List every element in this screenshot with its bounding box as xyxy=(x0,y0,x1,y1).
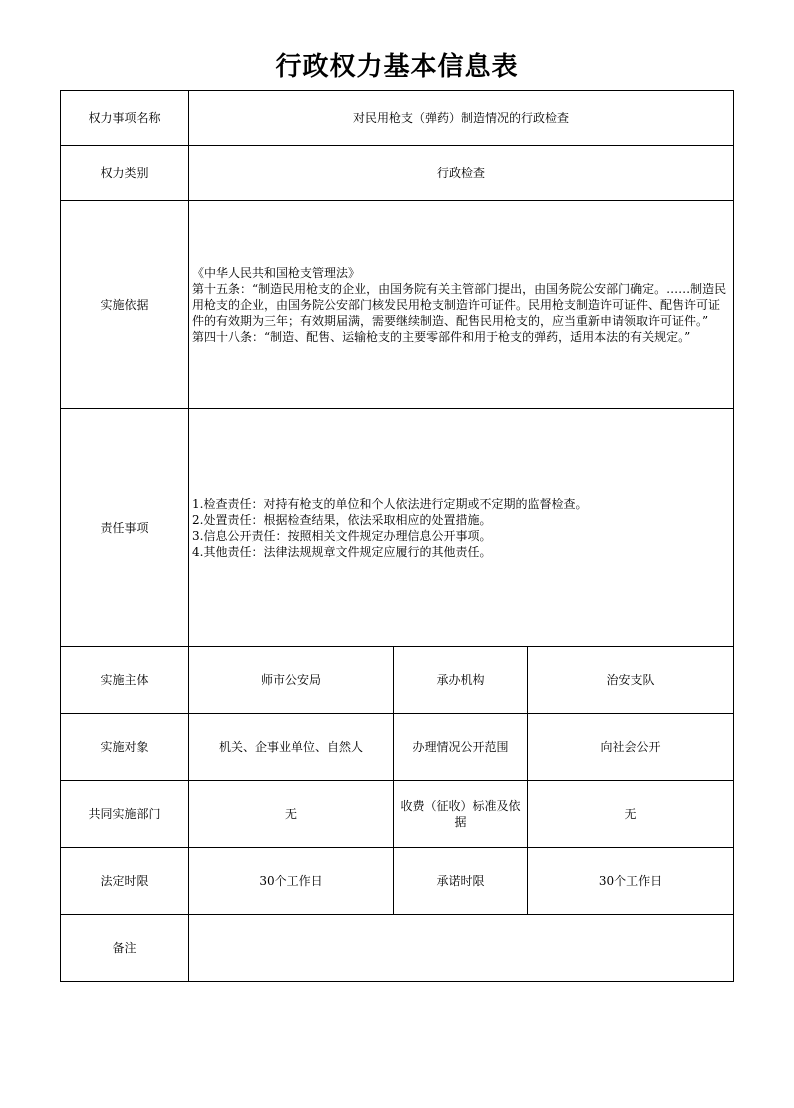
row-duties xyxy=(61,409,734,647)
promised-time-label: 承诺时限 xyxy=(394,848,528,915)
agency-value: 治安支队 xyxy=(528,647,734,714)
category-label: 权力类别 xyxy=(61,146,189,201)
legal-time-label: 法定时限 xyxy=(61,848,189,915)
duty-line: 1.检查责任：对持有枪支的单位和个人依法进行定期或不定期的监督检查。 xyxy=(192,496,588,511)
basis-line: 《中华人民共和国枪支管理法》 xyxy=(192,265,361,280)
page-title: 行政权力基本信息表 xyxy=(275,52,519,82)
row-dept xyxy=(61,781,734,848)
duty-line: 4.其他责任：法律法规规章文件规定应履行的其他责任。 xyxy=(192,544,492,559)
basis-line: 第四十八条：“制造、配售、运输枪支的主要零部件和用于枪支的弹药，适用本法的有关规定。” xyxy=(192,329,691,344)
duty-line: 3.信息公开责任：按照相关文件规定办理信息公开事项。 xyxy=(192,528,492,543)
basis-line: 第十五条：“制造民用枪支的企业，由国务院有关主管部门提出，由国务院公安部门确定。……制造民用枪支的企业，由国务院公安部门核发民用枪支制造许可证件。民用枪支制造许可证件、配售许可证件的有效期为三年；有效期届满，需要继续制造、配售民用枪支的，应当重新申请领取许可证件。” xyxy=(192,281,727,328)
info-table xyxy=(60,90,734,982)
subject-label: 实施主体 xyxy=(61,647,189,714)
subject-value: 师市公安局 xyxy=(189,647,394,714)
promised-time-value: 30个工作日 xyxy=(528,848,734,915)
duties-label: 责任事项 xyxy=(61,409,189,647)
row-subject xyxy=(61,647,734,714)
fee-label: 收费（征收）标准及依据 xyxy=(394,781,528,848)
duties-content xyxy=(189,409,734,647)
duty-line: 2.处置责任：根据检查结果，依法采取相应的处置措施。 xyxy=(192,512,492,527)
dept-label: 共同实施部门 xyxy=(61,781,189,848)
legal-time-value: 30个工作日 xyxy=(189,848,394,915)
fee-value: 无 xyxy=(528,781,734,848)
category-value: 行政检查 xyxy=(189,146,734,201)
disclosure-value: 向社会公开 xyxy=(528,714,734,781)
row-basis xyxy=(61,201,734,409)
row-target xyxy=(61,714,734,781)
row-category xyxy=(61,146,734,201)
row-item-name xyxy=(61,91,734,146)
row-time xyxy=(61,848,734,915)
target-value: 机关、企事业单位、自然人 xyxy=(189,714,394,781)
remark-value xyxy=(189,915,734,982)
row-remark xyxy=(61,915,734,982)
agency-label: 承办机构 xyxy=(394,647,528,714)
disclosure-label: 办理情况公开范围 xyxy=(394,714,528,781)
remark-label: 备注 xyxy=(61,915,189,982)
item-name-value: 对民用枪支（弹药）制造情况的行政检查 xyxy=(189,91,734,146)
target-label: 实施对象 xyxy=(61,714,189,781)
dept-value: 无 xyxy=(189,781,394,848)
basis-label: 实施依据 xyxy=(61,201,189,409)
item-name-label: 权力事项名称 xyxy=(61,91,189,146)
basis-content xyxy=(189,201,734,409)
